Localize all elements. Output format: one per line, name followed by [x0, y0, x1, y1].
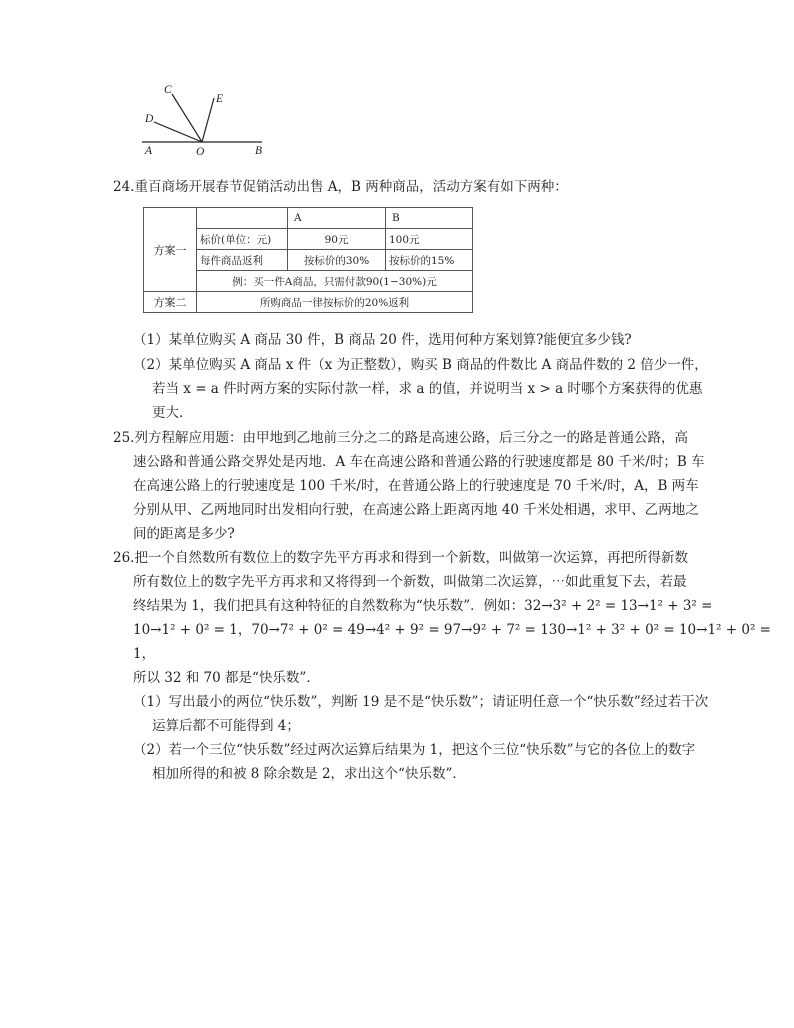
q25-line5: 间的距离是多少?	[133, 526, 235, 542]
q26-line5: 1，	[133, 646, 156, 662]
q24-part1: （1）某单位购买 A 商品 30 件，B 商品 20 件，选用何种方案划算?能便宜多少钱?	[133, 332, 632, 348]
table-row	[144, 292, 473, 313]
q25-line3: 在高速公路上的行驶速度是 100 千米/时，在普通公路上的行驶速度是 70 千米/时，A，B 两车	[133, 478, 699, 494]
label-O: O	[196, 146, 205, 158]
label-A: A	[145, 145, 153, 157]
price-label: 标价(单位：元)	[197, 229, 288, 250]
price-b: 100元	[386, 229, 473, 250]
plan1-label: 方案一	[144, 208, 197, 292]
label-B: B	[255, 145, 263, 157]
label-D: D	[145, 113, 154, 125]
header-a: A	[288, 208, 386, 229]
q26-line2: 所有数位上的数字先平方再求和又将得到一个新数，叫做第二次运算，⋯如此重复下去，若最	[133, 574, 687, 590]
q26-number: 26.	[113, 550, 135, 566]
example-text: 例：买一件A商品，只需付款90(1−30%)元	[197, 271, 473, 292]
ray-OD	[154, 122, 202, 142]
rebate-a: 按标价的30%	[288, 250, 386, 271]
q24-part2-line1: （2）某单位购买 A 商品 x 件（x 为正整数），购买 B 商品的件数比 A 商品件数的 2 倍少一件，	[133, 357, 708, 373]
q24-number: 24.	[113, 179, 135, 195]
q26-part1-line2: 运算后都不可能得到 4；	[152, 718, 300, 734]
rebate-b: 按标价的15%	[386, 250, 473, 271]
label-E: E	[216, 93, 224, 105]
q24-stem	[113, 176, 568, 198]
q25-number: 25.	[113, 430, 135, 446]
q25-line1	[113, 427, 688, 449]
ray-OC	[172, 94, 202, 142]
angle-figure-svg	[140, 84, 270, 164]
q26-part1-line1: （1）写出最小的两位“快乐数”，判断 19 是不是“快乐数”；请证明任意一个“快乐数”经过若干次	[133, 694, 709, 710]
table-row	[144, 208, 473, 229]
q26-text-1: 把一个自然数所有数位上的数字先平方再求和得到一个新数，叫做第一次运算，再把所得新数	[134, 550, 688, 566]
plan2-desc: 所购商品一律按标价的20%返利	[197, 292, 473, 313]
ray-OE	[202, 98, 214, 142]
label-C: C	[164, 84, 172, 96]
q25-line2: 速公路和普通公路交界处是丙地．A 车在高速公路和普通公路的行驶速度都是 80 千米/时；B 车	[133, 454, 705, 470]
q24-part2-line2: 若当 x = a 件时两方案的实际付款一样，求 a 的值，并说明当 x > a 时哪个方案获得的优惠	[152, 381, 703, 397]
angle-figure	[140, 84, 270, 164]
header-b: B	[386, 208, 473, 229]
q26-part2-line2: 相加所得的和被 8 除余数是 2，求出这个“快乐数”．	[152, 766, 466, 782]
q26-line1	[113, 547, 688, 569]
rebate-label: 每件商品返利	[197, 250, 288, 271]
price-a: 90元	[288, 229, 386, 250]
q26-line3: 终结果为 1，我们把具有这种特征的自然数称为“快乐数”．例如：32→3² + 2² = 13→1² + 3² =	[133, 598, 713, 614]
plan2-label: 方案二	[144, 292, 197, 313]
promotion-table	[143, 207, 473, 313]
q26-line4: 10→1² + 0² = 1，70→7² + 0² = 49→4² + 9² = 97→9² + 7² = 130→1² + 3² + 0² = 10→1² + 0² =	[133, 622, 771, 638]
q25-line4: 分别从甲、乙两地同时出发相向行驶，在高速公路上距离丙地 40 千米处相遇，求甲、乙两地之	[133, 502, 699, 518]
table-blank-cell	[197, 208, 288, 229]
q24-stem-text: 重百商场开展春节促销活动出售 A，B 两种商品，活动方案有如下两种：	[134, 179, 568, 195]
q26-part2-line1: （2）若一个三位“快乐数”经过两次运算后结果为 1，把这个三位“快乐数”与它的各位上的数字	[133, 742, 696, 758]
q25-text-1: 列方程解应用题：由甲地到乙地前三分之二的路是高速公路，后三分之一的路是普通公路，高	[134, 430, 688, 446]
q26-line6: 所以 32 和 70 都是“快乐数”．	[133, 670, 320, 686]
q24-part2-line3: 更大．	[152, 405, 193, 421]
